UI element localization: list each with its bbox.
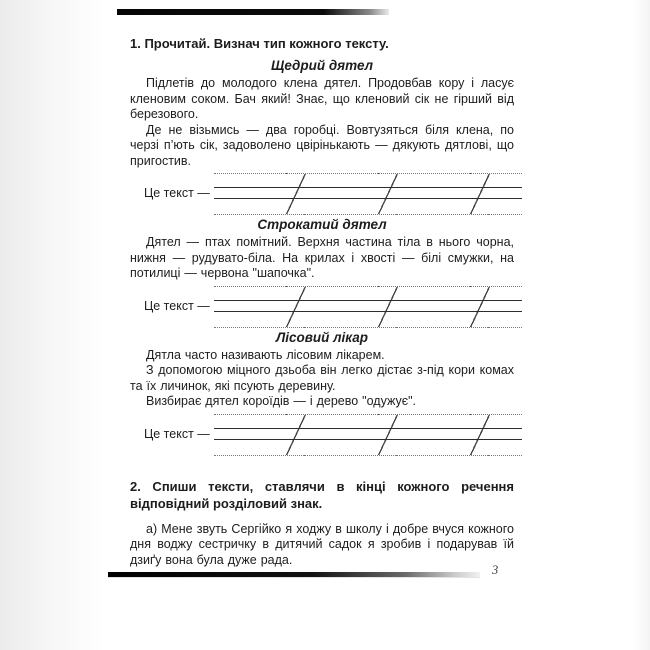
section-title: Лісовий лікар xyxy=(275,329,369,345)
text-section-strokatyi-diatel xyxy=(130,217,514,328)
section-paragraph: Дятел — птах помітний. Верхня частина тіла в нього чорна, нижня — рудувато-біла. На крилах і хвості — білі смужки, на потилиці — червона "шапочка". xyxy=(130,235,514,280)
section-paragraph: З допомогою міцного дзьоба він легко дістає з-під кори комах та їх личинок, які псують деревину. xyxy=(130,363,514,393)
answer-row xyxy=(130,173,514,215)
header-rule xyxy=(117,9,389,15)
page-number: 3 xyxy=(492,563,499,577)
section-paragraph: Дятла часто називають лісовим лікарем. xyxy=(146,347,385,362)
answer-row xyxy=(130,286,514,328)
text-section-shchedryi-diatel xyxy=(130,58,514,215)
section-paragraph: Де не візьмись — два горобці. Вовтузяться біля клена, по черзі п’ють сік, задоволено цвірінькають — дякують дятлові, що пригостив. xyxy=(130,122,514,168)
section-paragraph: Підлетів до молодого клена дятел. Продовбав кору і ласує кленовим соком. Бач який! Знає, що кленовий сік не гірший від березового. xyxy=(130,76,514,121)
section-paragraph: Визбирає дятел короїдів — і дерево "одужує". xyxy=(146,394,417,408)
answer-row xyxy=(130,414,514,456)
answer-label: Це текст — xyxy=(144,426,210,441)
handwriting-lines xyxy=(214,286,522,328)
handwriting-lines xyxy=(214,414,522,456)
footer-rule xyxy=(108,572,480,578)
section-title: Щедрий дятел xyxy=(270,58,374,73)
exercise2-heading: 2. Спиши тексти, ставлячи в кінці кожного речення відповідний розділовий знак. xyxy=(130,478,514,511)
answer-label: Це текст — xyxy=(144,186,210,200)
exercise2-item-a: а) Мене звуть Сергійко я ходжу в школу і добре вчуся кожного дня воджу сестричку в дитячий садок я зробив і подарував їй дзиґу вона була дуже рада. xyxy=(130,521,514,567)
handwriting-lines xyxy=(214,173,522,215)
page-content xyxy=(130,36,514,568)
text-section-lisovyi-likar xyxy=(130,330,514,456)
answer-label: Це текст — xyxy=(144,298,210,313)
section-title: Строкатий дятел xyxy=(257,217,387,232)
exercise1-heading: 1. Прочитай. Визнач тип кожного тексту. xyxy=(130,36,389,51)
